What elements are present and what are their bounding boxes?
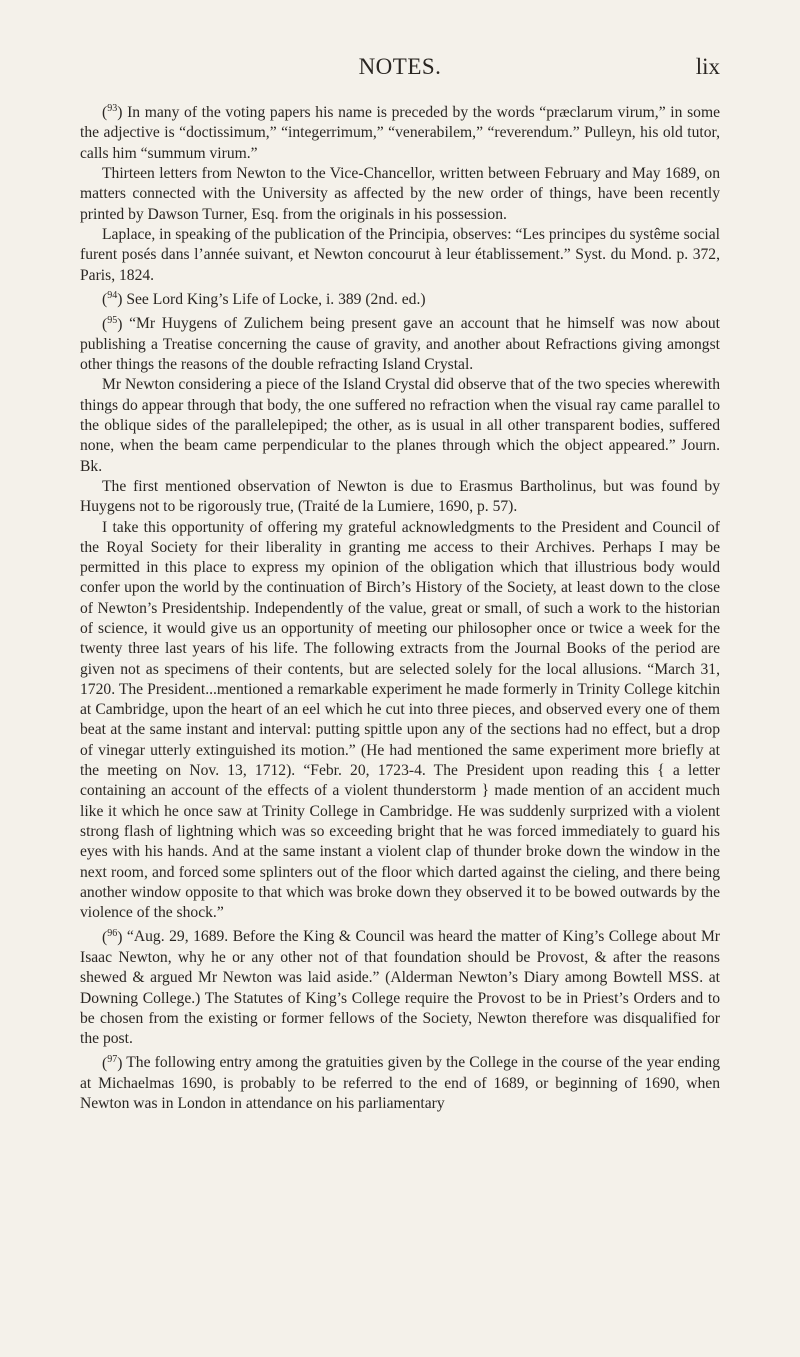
paragraph-text: In many of the voting papers his name is preceded by the words “præclarum virum,” in some the adjective is “doctissimum,” “integerrimum,” “venerabilem,” “reverendum.” Pulleyn, his old tutor, calls him “summum virum.” — [80, 104, 720, 162]
note-94 — [80, 286, 720, 310]
paragraph-text: Thirteen letters from Newton to the Vice-Chancellor, written between February and May 1689, on matters connected with the University as affected by the new order of things, have been recently printed by Dawson Turner, Esq. from the originals in his possession. — [80, 165, 720, 223]
paragraph — [80, 225, 720, 286]
note-number: ($^{97}$) — [102, 1053, 123, 1072]
paragraph-text: I take this opportunity of offering my grateful acknowledgments to the President and Council of the Royal Society for their liberality in granting me access to their Archives. Perhaps I may be permitted in this place to express my opinion of the obligation which that illustrious body would confer upon the world by the continuation of Birch’s History of the Society, at least down to the close of Newton’s Presidentship. Independently of the value, great or small, of such a work to the historian of science, it would give us an opportunity of meeting our philosopher once or twice a week for the twenty three last years of his life. The following extracts from the Journal Books of the period are given not as specimens of their contents, but are selected solely for the local allusions. “March 31, 1720. The President...mentioned a remarkable experiment he made formerly in Trinity College kitchin at Cambridge, upon the heart of an eel which he cut into three pieces, and observed every one of them beat at the same instant and interval: putting spittle upon any of the sections had no effect, but a drop of vinegar utterly extinguished its motion.” (He had mentioned the same experiment more briefly at the meeting on Nov. 13, 1712). “Febr. 20, 1723-4. The President upon reading this { a letter containing an account of the effects of a violent thunderstorm } made mention of an accident much like it which he once saw at Trinity College in Cambridge. He was suddenly surprized with a violent strong flash of lightning which was so exceeding bright that he was forced immediately to guard his eyes with his hands. And at the same instant a violent clap of thunder broke down the window in the next room, and forced some splinters out of the floor which darted against the cieling, and there being another window opposite to that which was broke down they observed it to be bowed outwards by the violence of the shock.” — [80, 518, 720, 922]
note-96 — [80, 923, 720, 1049]
paragraph-text: “Aug. 29, 1689. Before the King & Council was heard the matter of King’s College about Mr Isaac Newton, why he or any other not of that foundation should be Provost, & after the reasons shewed & argued Mr Newton was laid aside.” (Alderman Newton’s Diary among Bowtell MSS. at Downing College.) The Statutes of King’s College require the Provost to be in Priest’s Orders and to be chosen from the existing or former fellows of the Society, Newton therefore was disqualified for the post. — [80, 928, 720, 1048]
paragraph — [80, 518, 720, 924]
paragraph — [80, 477, 720, 518]
paragraph — [80, 164, 720, 225]
paragraph-text: Laplace, in speaking of the publication of the Principia, observes: “Les principes du systême social furent posés dans l’année suivant, et Newton concourut à leur établissement.” Syst. du Mond. p. 372, Paris, 1824. — [80, 225, 720, 284]
note-number: ($^{93}$) — [102, 103, 123, 122]
paragraph-text: Mr Newton considering a piece of the Island Crystal did observe that of the two species wherewith things do appear through that body, the one suffered no refraction when the visual ray came parallel to the oblique sides of the parallelepiped; the other, as is usual in all other transparent bodies, suffered none, when the beam came perpendicular to the planes through which the object appeared.” Journ. Bk. — [80, 376, 720, 475]
running-head: NOTES. — [358, 54, 442, 79]
paragraph-text: “Mr Huygens of Zulichem being present gave an account that he himself was now about publishing a Treatise concerning the cause of gravity, and another about Refractions giving amongst other things the reasons of the double refracting Island Crystal. — [80, 315, 720, 374]
paragraph-text: The first mentioned observation of Newton is due to Erasmus Bartholinus, but was found by Huygens not to be rigorously true, (Traité de la Lumiere, 1690, p. 57). — [80, 477, 720, 516]
page-header — [80, 54, 720, 84]
note-number: ($^{94}$) — [102, 289, 123, 309]
note-number: ($^{95}$) — [102, 314, 123, 333]
notes-body — [80, 99, 720, 1114]
note-number: ($^{96}$) — [102, 927, 123, 946]
paragraph-text: The following entry among the gratuities given by the College in the course of the year ending at Michaelmas 1690, is probably to be referred to the end of 1689, or beginning of 1690, when Newton was in London in attendance on his parliamentary — [80, 1054, 720, 1113]
note-93 — [80, 99, 720, 164]
paragraph — [80, 375, 720, 476]
note-95 — [80, 310, 720, 375]
paragraph-text: See Lord King’s Life of Locke, i. 389 (2nd. ed.) — [126, 291, 426, 309]
page-number: lix — [695, 54, 720, 79]
note-97 — [80, 1049, 720, 1114]
